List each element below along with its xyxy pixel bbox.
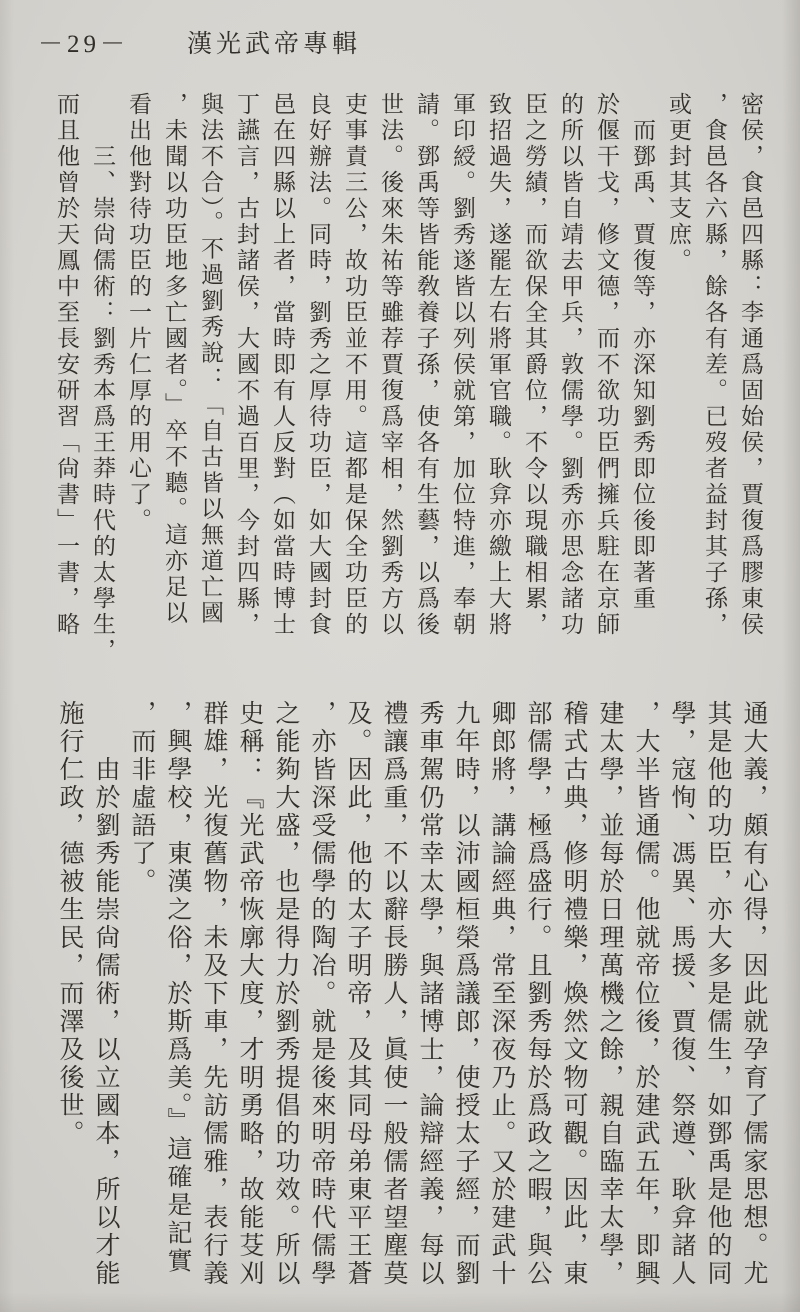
text-column: ，而非虛語了。 [128, 700, 155, 896]
upper-text-block [55, 92, 762, 670]
page-number: －29－ [38, 31, 130, 58]
text-column: 而鄧禹、賈復等，亦深知劉秀即位後即著重 [630, 118, 655, 612]
text-column: 群雄，光復舊物，未及下車，先訪儒雅，表行義 [200, 700, 227, 1288]
text-column: ，興學校，東漢之俗，於斯爲美。』這確是記實 [164, 700, 191, 1276]
text-column: 於偃干戈，修文德，而不欲功臣們擁兵駐在京師 [594, 92, 619, 638]
text-column: 其是他的功臣，亦大多是儒生，如鄧禹是他的同 [704, 700, 731, 1288]
text-column: 通大義，頗有心得，因此就孕育了儒家思想。尤 [740, 700, 767, 1288]
running-title: 漢光武帝專輯 [187, 31, 362, 58]
text-column: 禮讓爲重，不以辭長勝人，眞使一般儒者望塵莫 [380, 700, 407, 1288]
text-column-section-heading: 三、崇尙儒術：劉秀本爲王莽時代的太學生， [90, 144, 115, 664]
text-column: 建太學，並每於日理萬機之餘，親自臨幸太學， [596, 700, 623, 1288]
text-column: 而且他曾於天鳳中至長安研習「尙書」一書，略 [54, 92, 79, 638]
text-column: 九年時，以沛國桓榮爲議郎，使授太子經，而劉 [452, 700, 479, 1288]
text-column: 之能夠大盛，也是得力於劉秀提倡的功效。所以 [272, 700, 299, 1288]
text-column: 部儒學，極爲盛行。且劉秀每於爲政之暇，與公 [524, 700, 551, 1288]
text-column: 稽式古典，修明禮樂，煥然文物可觀。因此，東 [560, 700, 587, 1288]
text-column: 良好辦法。同時，劉秀之厚待功臣，如大國封食 [306, 92, 331, 638]
text-column: ，未聞以功臣地多亡國者。」卒不聽。這亦足以 [162, 92, 187, 627]
text-column: 丁讌言，古封諸侯，大國不過百里，今封四縣， [234, 92, 259, 638]
text-column: 秀車駕仍常幸太學，與諸博士，論辯經義，每以 [416, 700, 443, 1288]
text-column: ，大半皆通儒。他就帝位後，於建武五年，即興 [632, 700, 659, 1288]
text-column: 請。鄧禹等皆能敎養子孫，使各有生藝，以爲後 [414, 92, 439, 638]
text-column: 與法不合）。不過劉秀說：「自古皆以無道亡國 [198, 92, 223, 627]
text-column: 學，寇恂、馮異、馬援、賈復、祭遵、耿弇諸人 [668, 700, 695, 1288]
lower-text-block [57, 700, 766, 1296]
text-column: 卿郎將，講論經典，常至深夜乃止。又於建武十 [488, 700, 515, 1288]
text-column: 由於劉秀能崇尙儒術，以立國本，所以才能 [92, 756, 119, 1288]
text-column: 史稱：『光武帝恢廓大度，才明勇略，故能芟刈 [236, 700, 263, 1288]
text-column: 施行仁政，德被生民，而澤及後世。 [56, 700, 83, 1148]
text-column: 及。因此，他的太子明帝，及其同母弟東平王蒼 [344, 700, 371, 1288]
text-column: ，亦皆深受儒學的陶冶。就是後來明帝時代儒學 [308, 700, 335, 1288]
page-header [38, 24, 361, 60]
text-column: 或更封其支庶。 [666, 92, 691, 274]
text-column: 軍印綬。劉秀遂皆以列侯就第，加位特進，奉朝 [450, 92, 475, 638]
text-column: ，食邑各六縣，餘各有差。已歿者益封其子孫， [702, 92, 727, 638]
text-column: 致招過失，遂罷左右將軍官職。耿弇亦繳上大將 [486, 92, 511, 638]
text-column: 臣之勞績，而欲保全其爵位，不令以現職相累， [522, 92, 547, 638]
text-column: 世法。後來朱祐等雖荐賈復爲宰相，然劉秀方以 [378, 92, 403, 638]
text-column: 的所以皆自靖去甲兵，敦儒學。劉秀亦思念諸功 [558, 92, 583, 638]
text-column: 邑在四縣以上者，當時即有人反對（如當時博士 [270, 92, 295, 638]
text-column: 看出他對待功臣的一片仁厚的用心了。 [126, 92, 151, 534]
text-column: 吏事責三公，故功臣並不用。這都是保全功臣的 [342, 92, 367, 638]
text-column: 密侯，食邑四縣：李通爲固始侯，賈復爲膠東侯 [738, 92, 763, 638]
